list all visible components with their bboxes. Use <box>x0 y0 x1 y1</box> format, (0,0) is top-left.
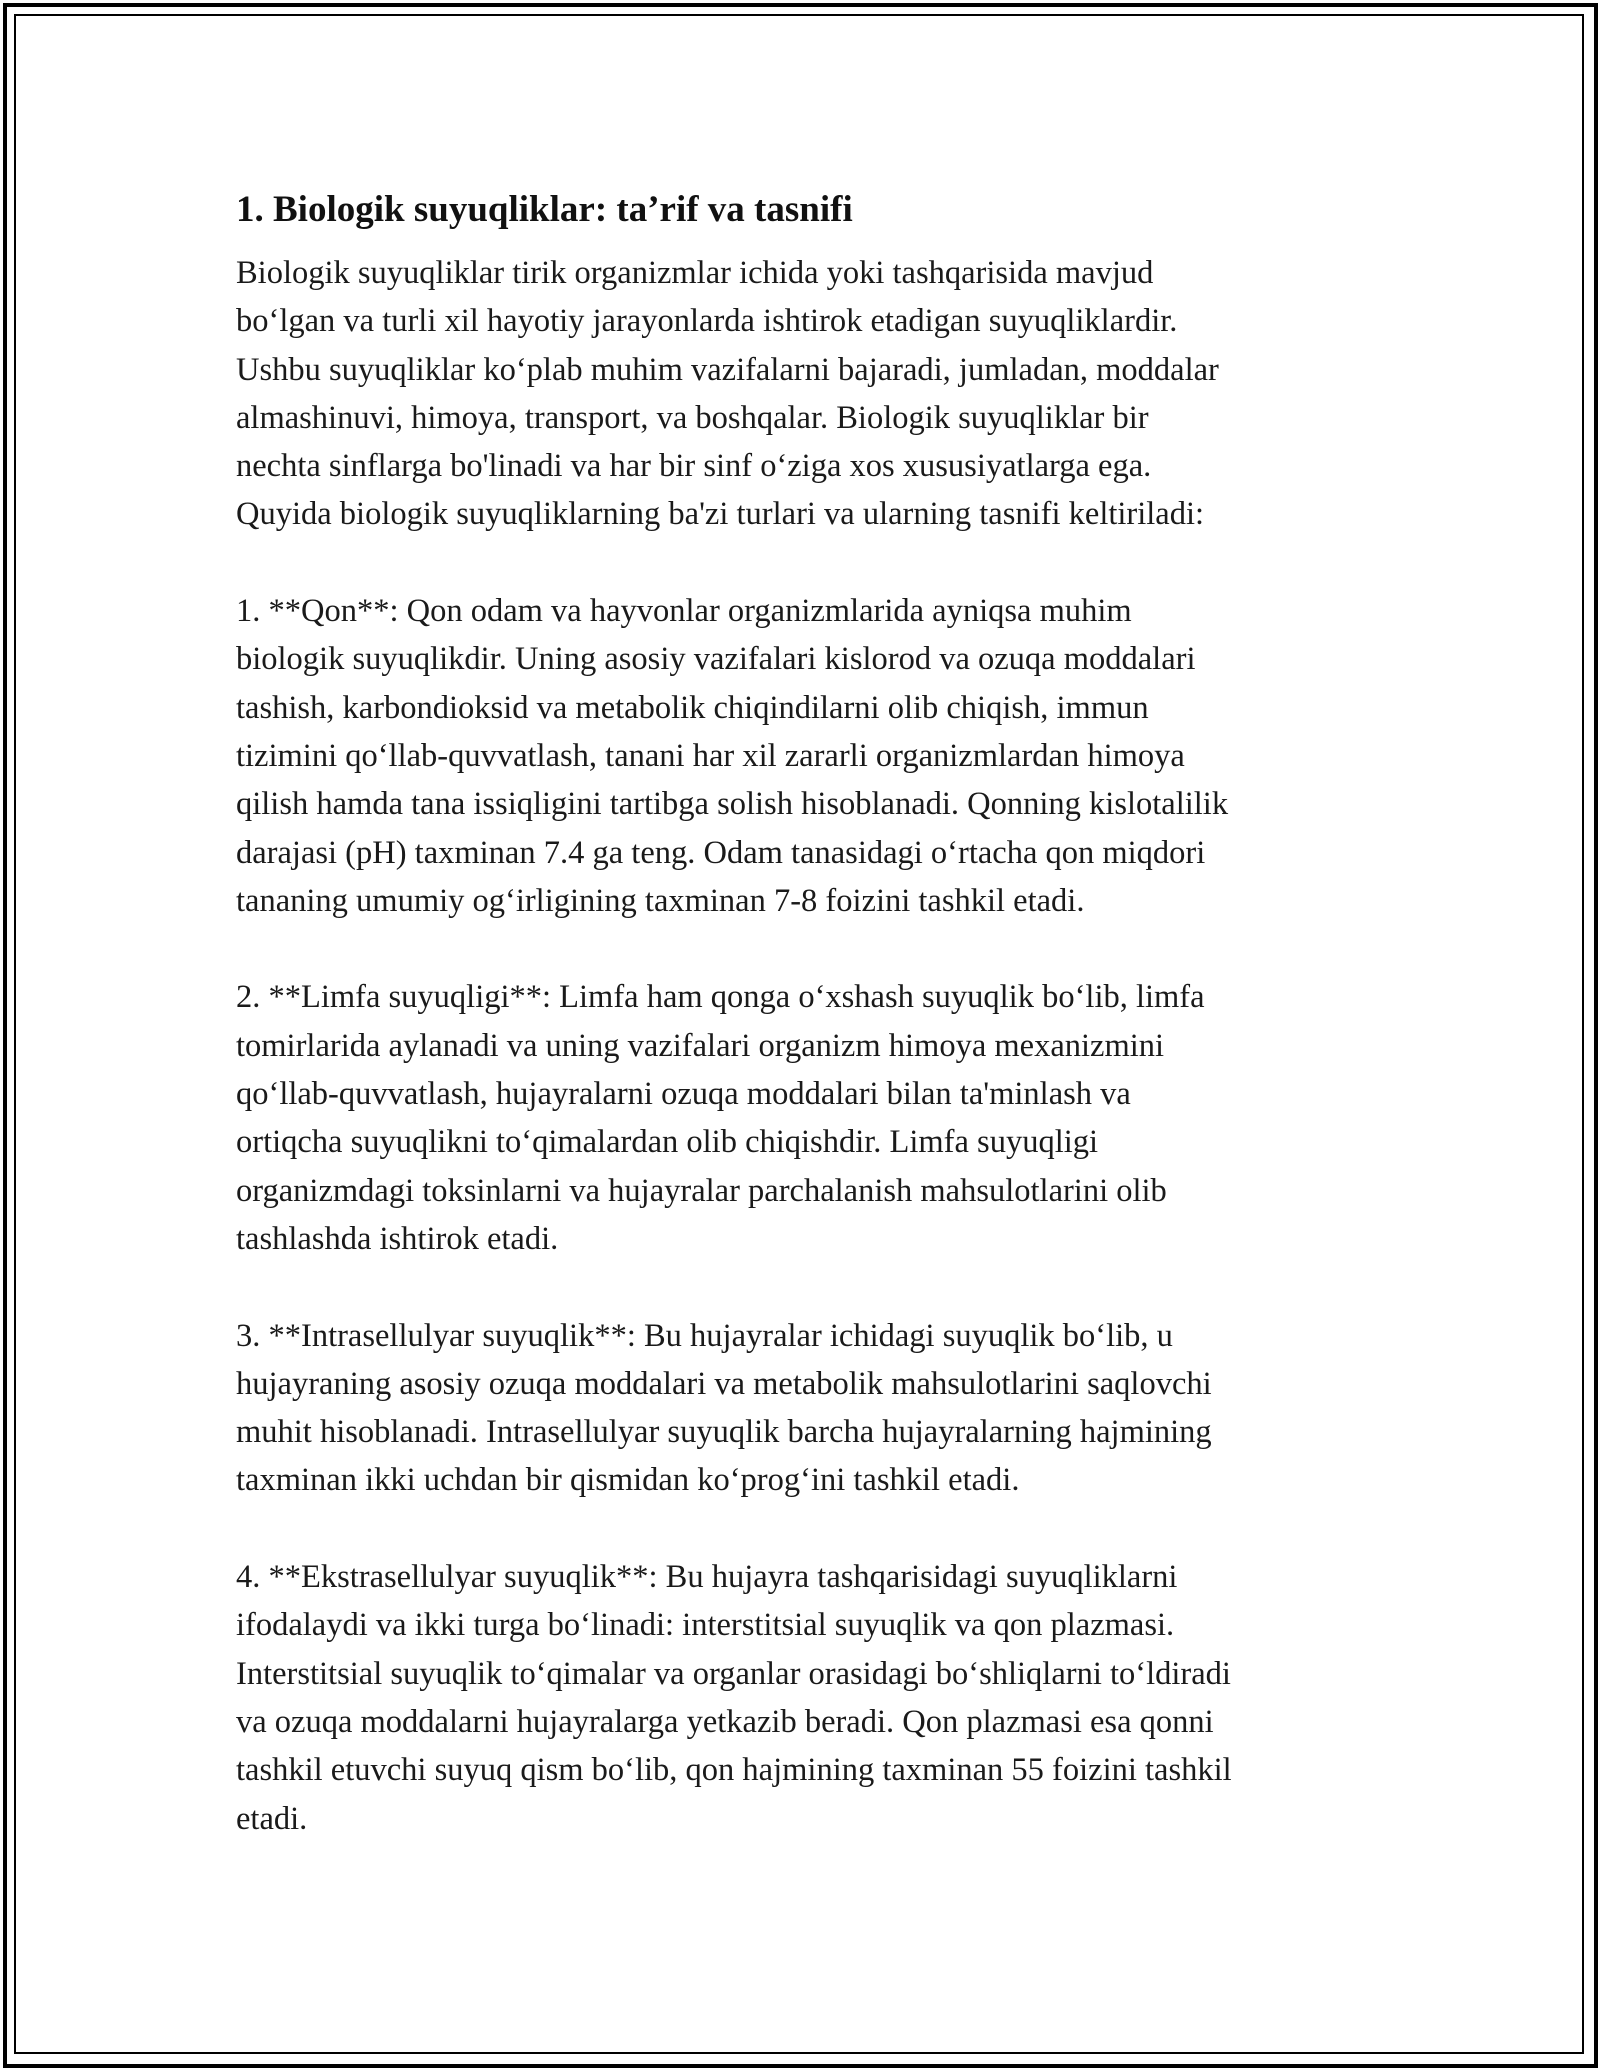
text-line: tashkil etuvchi suyuq qism bo‘lib, qon hajmining taxminan 55 foizini tashkil <box>236 1752 1232 1789</box>
document-body <box>236 185 1376 1843</box>
text-line: 4. **Ekstrasellulyar suyuqlik**: Bu hujayra tashqarisidagi suyuqliklarni <box>236 1559 1178 1596</box>
blood-paragraph <box>236 587 1376 925</box>
text-line: muhit hisoblanadi. Intrasellulyar suyuqlik barcha hujayralarning hajmining <box>236 1414 1212 1451</box>
text-line: tizimini qo‘llab-quvvatlash, tanani har xil zararli organizmlardan himoya <box>236 737 1185 774</box>
section-heading: 1. Biologik suyuqliklar: ta’rif va tasnifi <box>236 189 853 230</box>
text-line: va ozuqa moddalarni hujayralarga yetkazib beradi. Qon plazmasi esa qonni <box>236 1703 1214 1740</box>
text-line: ortiqcha suyuqlikni to‘qimalardan olib chiqishdir. Limfa suyuqligi <box>236 1124 1099 1161</box>
text-line: taxminan ikki uchdan bir qismidan ko‘prog‘ini tashkil etadi. <box>236 1462 1020 1499</box>
text-line: tomirlarida aylanadi va uning vazifalari organizm himoya mexanizmini <box>236 1027 1165 1064</box>
text-line: nechta sinflarga bo'linadi va har bir sinf o‘ziga xos xususiyatlarga ega. <box>236 448 1152 485</box>
text-line: hujayraning asosiy ozuqa moddalari va metabolik mahsulotlarini saqlovchi <box>236 1365 1212 1402</box>
text-line: qo‘llab-quvvatlash, hujayralarni ozuqa moddalari bilan ta'minlash va <box>236 1076 1131 1113</box>
text-line: tashish, karbondioksid va metabolik chiqindilarni olib chiqish, immun <box>236 689 1149 726</box>
lymph-paragraph <box>236 973 1376 1263</box>
text-line: bo‘lgan va turli xil hayotiy jarayonlarda ishtirok etadigan suyuqliklardir. <box>236 303 1178 340</box>
intro-paragraph <box>236 249 1376 539</box>
text-line: darajasi (pH) taxminan 7.4 ga teng. Odam tanasidagi o‘rtacha qon miqdori <box>236 834 1206 871</box>
text-line: ifodalaydi va ikki turga bo‘linadi: interstitsial suyuqlik va qon plazmasi. <box>236 1607 1175 1644</box>
extracellular-paragraph <box>236 1553 1376 1843</box>
intracellular-paragraph <box>236 1312 1376 1505</box>
text-line: etadi. <box>236 1800 308 1837</box>
text-line: 1. **Qon**: Qon odam va hayvonlar organizmlarida ayniqsa muhim <box>236 593 1132 630</box>
text-line: Biologik suyuqliklar tirik organizmlar ichida yoki tashqarisida mavjud <box>236 255 1154 291</box>
text-line: Ushbu suyuqliklar ko‘plab muhim vazifalarni bajaradi, jumladan, moddalar <box>236 351 1219 388</box>
text-line: biologik suyuqlikdir. Uning asosiy vazifalari kislorod va ozuqa moddalari <box>236 641 1196 678</box>
text-line: 3. **Intrasellulyar suyuqlik**: Bu hujayralar ichidagi suyuqlik bo‘lib, u <box>236 1317 1173 1354</box>
text-line: Quyida biologik suyuqliklarning ba'zi turlari va ularning tasnifi keltiriladi: <box>236 496 1205 533</box>
text-line: organizmdagi toksinlarni va hujayralar parchalanish mahsulotlarini olib <box>236 1172 1167 1209</box>
text-line: tananing umumiy og‘irligining taxminan 7-8 foizini tashkil etadi. <box>236 882 1085 919</box>
text-line: tashlashda ishtirok etadi. <box>236 1220 559 1257</box>
text-line: qilish hamda tana issiqligini tartibga solish hisoblanadi. Qonning kislotalilik <box>236 786 1229 823</box>
text-line: 2. **Limfa suyuqligi**: Limfa ham qonga o‘xshash suyuqlik bo‘lib, limfa <box>236 979 1205 1016</box>
text-line: almashinuvi, himoya, transport, va boshqalar. Biologik suyuqliklar bir <box>236 399 1149 436</box>
text-line: Interstitsial suyuqlik to‘qimalar va organlar orasidagi bo‘shliqlarni to‘ldiradi <box>236 1655 1231 1692</box>
